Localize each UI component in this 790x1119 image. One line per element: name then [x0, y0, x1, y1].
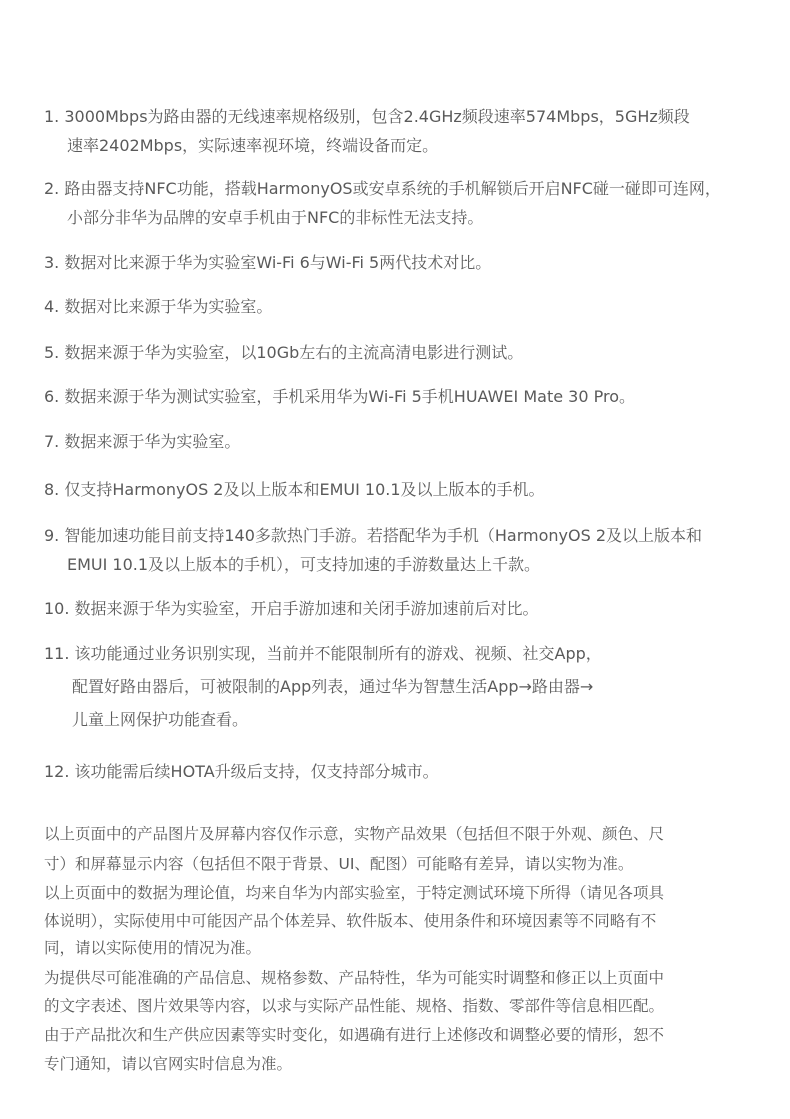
disclaimer-line: 为提供尽可能准确的产品信息、规格参数、产品特性，华为可能实时调整和修正以上页面中	[44, 969, 665, 987]
disclaimer-line: 由于产品批次和生产供应因素等实时变化，如遇确有进行上述修改和调整必要的情形，恕不	[44, 1026, 665, 1044]
footnote-line: 2. 路由器支持NFC功能，搭载HarmonyOS或安卓系统的手机解锁后开启NFC碰一碰即可连网，	[44, 179, 721, 198]
footnote-7	[44, 434, 240, 450]
footnote-9	[44, 528, 702, 573]
footnote-4	[44, 299, 272, 315]
footnote-line: 小部分非华为品牌的安卓手机由于NFC的非标性无法支持。	[67, 208, 484, 227]
footnote-8	[44, 482, 545, 498]
footnote-11	[44, 646, 602, 728]
footnote-10	[44, 601, 539, 617]
footnote-3	[44, 255, 491, 271]
footnote-line: 速率2402Mbps，实际速率视环境，终端设备而定。	[67, 136, 439, 155]
footnote-line: 1. 3000Mbps为路由器的无线速率规格级别，包含2.4GHz频段速率574Mbps，5GHz频段	[44, 107, 690, 126]
footnote-line: 6. 数据来源于华为测试实验室，手机采用华为Wi-Fi 5手机HUAWEI Mate 30 Pro。	[44, 387, 635, 406]
footnote-line: 3. 数据对比来源于华为实验室Wi-Fi 6与Wi-Fi 5两代技术对比。	[44, 253, 492, 272]
footnote-line: 8. 仅支持HarmonyOS 2及以上版本和EMUI 10.1及以上版本的手机。	[44, 480, 545, 499]
footnote-line: 配置好路由器后，可被限制的App列表，通过华为智慧生活App→路由器→	[72, 677, 594, 696]
footnote-12	[44, 764, 439, 780]
footnote-1	[44, 109, 690, 154]
disclaimer-line: 寸）和屏幕显示内容（包括但不限于背景、UI、配图）可能略有差异，请以实物为准。	[44, 855, 634, 873]
footnote-line: 12. 该功能需后续HOTA升级后支持，仅支持部分城市。	[44, 762, 439, 781]
footnote-line: 10. 数据来源于华为实验室，开启手游加速和关闭手游加速前后对比。	[44, 599, 539, 618]
footnote-6	[44, 389, 635, 405]
footnote-line: 11. 该功能通过业务识别实现，当前并不能限制所有的游戏、视频、社交App，	[44, 644, 602, 663]
disclaimer-line: 专门通知，请以官网实时信息为准。	[44, 1055, 293, 1073]
footnote-line: 5. 数据来源于华为实验室，以10Gb左右的主流高清电影进行测试。	[44, 343, 524, 362]
footnote-line: 7. 数据来源于华为实验室。	[44, 432, 241, 451]
disclaimer-line: 以上页面中的产品图片及屏幕内容仅作示意，实物产品效果（包括但不限于外观、颜色、尺	[44, 825, 665, 843]
footnote-line: EMUI 10.1及以上版本的手机），可支持加速的手游数量达上千款。	[67, 555, 541, 574]
disclaimer-line: 以上页面中的数据为理论值，均来自华为内部实验室，于特定测试环境下所得（请见各项具	[44, 884, 665, 902]
footnote-5	[44, 345, 523, 361]
footnote-line: 儿童上网保护功能查看。	[72, 710, 249, 729]
disclaimer-line: 体说明），实际使用中可能因产品个体差异、软件版本、使用条件和环境因素等不同略有不	[44, 912, 657, 930]
footnote-line: 4. 数据对比来源于华为实验室。	[44, 297, 273, 316]
footnote-2	[44, 181, 721, 226]
disclaimer-line: 同，请以实际使用的情况为准。	[44, 939, 262, 957]
footnote-line: 9. 智能加速功能目前支持140多款热门手游。若搭配华为手机（HarmonyOS 2及以上版本和	[44, 526, 703, 545]
disclaimer-line: 的文字表述、图片效果等内容，以求与实际产品性能、规格、指数、零部件等信息相匹配。	[44, 997, 665, 1015]
